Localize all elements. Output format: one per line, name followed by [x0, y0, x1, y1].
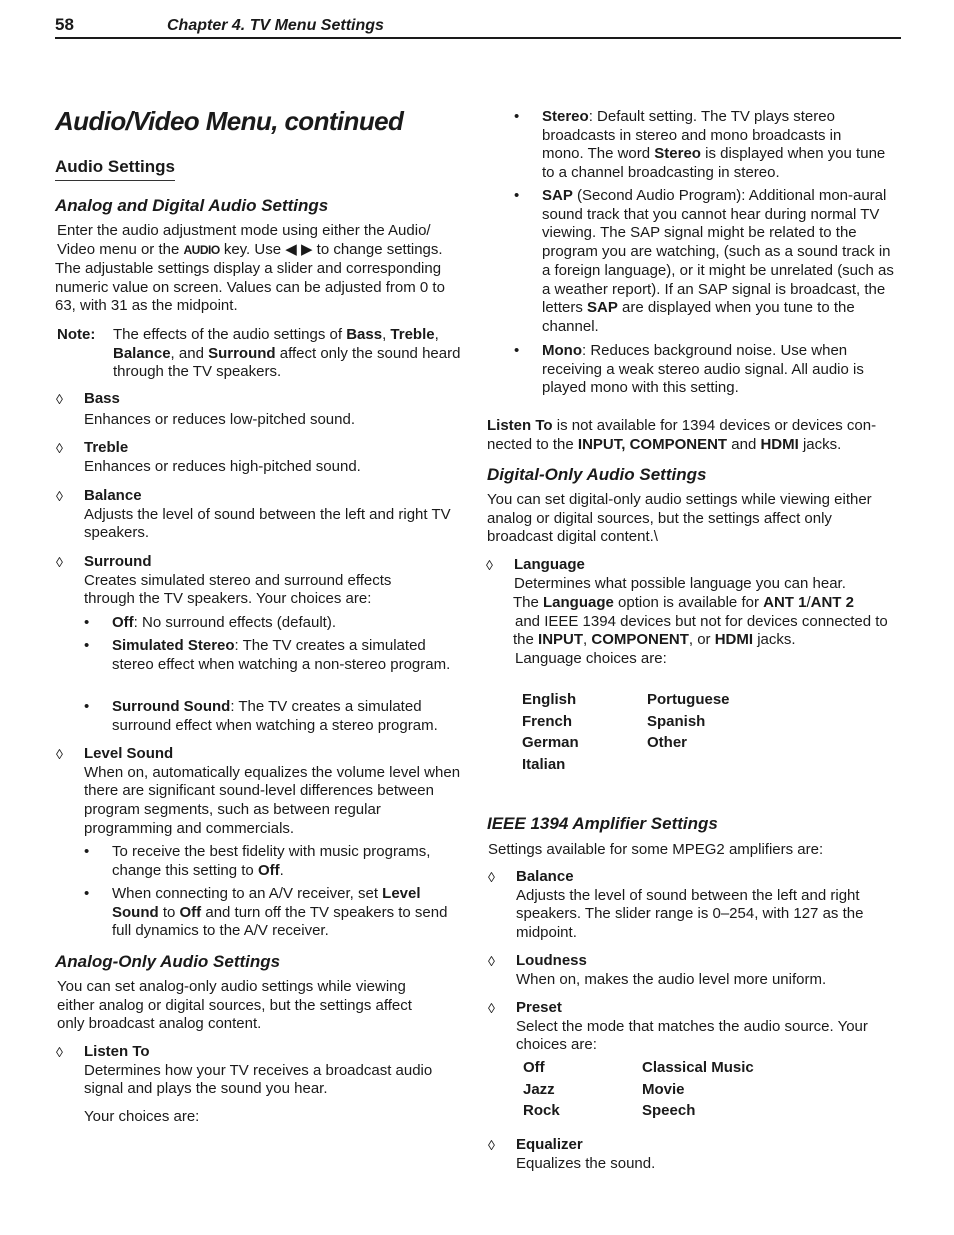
preset-row	[523, 1059, 754, 1081]
chapter-title: Chapter 4. TV Menu Settings	[167, 17, 384, 34]
preset-row-cell: Classical Music	[642, 1059, 754, 1076]
diamond-icon: ◊	[56, 440, 63, 456]
diamond-icon: ◊	[56, 391, 63, 407]
language-row-cell: Portuguese	[647, 691, 730, 708]
diamond-icon: ◊	[56, 1044, 63, 1060]
language-row	[522, 756, 730, 778]
diamond-icon: ◊	[486, 557, 493, 573]
diamond-icon: ◊	[488, 1137, 495, 1153]
diamond-icon: ◊	[488, 869, 495, 885]
preset-row-cell: Jazz	[523, 1080, 555, 1098]
language-item: ◊ Language Determines what possible language you can hear.	[486, 556, 846, 592]
diamond-icon: ◊	[488, 1000, 495, 1016]
ieee-balance-item: ◊ Balance Adjusts the level of sound between the left and right speakers. The slider range is 0–254, with 127 as the midpoint.	[488, 868, 864, 942]
note-label: Note:	[57, 326, 96, 343]
digital-only-heading: Digital-Only Audio Settings	[487, 465, 707, 484]
bullet-icon: •	[84, 885, 90, 902]
ieee-heading: IEEE 1394 Amplifier Settings	[487, 814, 718, 833]
listen-choice-stereo: • Stereo: Default setting. The TV plays stereo broadcasts in stereo and mono broadcasts in mono. The word Stereo is displayed when you tune to a channel broadcasting in stereo.	[514, 108, 886, 182]
note-block: Note: The effects of the audio settings of Bass, Treble, Balance, and Surround affect only the sound heard through the TV speakers.	[57, 326, 461, 381]
ieee-equalizer-item: ◊ Equalizer Equalizes the sound.	[488, 1136, 656, 1172]
language-row-cell: Other	[647, 734, 688, 752]
audio-settings-heading: Audio Settings	[55, 158, 175, 181]
preset-row-cell: Off	[523, 1059, 545, 1076]
language-row-cell: French	[522, 712, 573, 730]
treble-item: ◊ Treble Enhances or reduces high-pitched sound.	[56, 439, 361, 475]
level-bullet-av-receiver: • When connecting to an A/V receiver, set Level Sound to Off and turn off the TV speakers to send full dynamics to the A/V receiver.	[84, 885, 448, 940]
analog-only-heading: Analog-Only Audio Settings	[55, 952, 281, 971]
language-row-cell: Spanish	[647, 712, 706, 730]
level-sound-item: ◊ Level Sound When on, automatically equalizes the volume level when there are significant sound-level differences between program segments, such as between regular programming and commercials.	[56, 745, 461, 837]
page-number: 58	[55, 15, 74, 34]
bullet-icon: •	[84, 637, 90, 654]
diamond-icon: ◊	[56, 554, 63, 570]
analog-digital-intro-rest: The adjustable settings display a slider and corresponding numeric value on screen. Values can be adjusted from 0 to 63, with 31 as the midpoint.	[55, 260, 445, 315]
level-bullet-fidelity: • To receive the best fidelity with music programs, change this setting to Off.	[84, 843, 431, 879]
surround-choice-simulated-stereo: • Simulated Stereo: The TV creates a simulated stereo effect when watching a non-stereo program.	[84, 637, 451, 673]
analog-digital-intro-line1: Enter the audio adjustment mode using either the Audio/	[57, 222, 431, 239]
diamond-icon: ◊	[488, 953, 495, 969]
diamond-icon: ◊	[56, 746, 63, 762]
ieee-preset-item: ◊ Preset Select the mode that matches the audio source. Your choices are:	[488, 999, 868, 1054]
bullet-icon: •	[84, 614, 90, 631]
bullet-icon: •	[84, 698, 90, 715]
listen-choice-mono: • Mono: Reduces background noise. Use when receiving a weak stereo audio signal. All audio is played mono with this setting.	[514, 342, 864, 397]
language-row-cell: Italian	[522, 756, 566, 774]
balance-item: ◊ Balance Adjusts the level of sound between the left and right TV speakers.	[56, 487, 451, 542]
language-row	[522, 734, 730, 756]
language-row-cell	[647, 756, 730, 778]
listen-to-item: ◊ Listen To Determines how your TV receives a broadcast audio signal and plays the sound you hear.	[56, 1043, 433, 1098]
language-choices-table	[522, 691, 730, 778]
listen-to-availability-note: Listen To is not available for 1394 devices or devices con-nected to the INPUT, COMPONENT and HDMI jacks.	[487, 417, 877, 453]
audio-key: AUDIO	[183, 243, 220, 257]
bullet-icon: •	[514, 108, 520, 125]
preset-row-cell: Movie	[642, 1080, 685, 1098]
analog-digital-heading: Analog and Digital Audio Settings	[55, 196, 329, 215]
preset-row	[523, 1081, 754, 1103]
ieee-intro: Settings available for some MPEG2 amplifiers are:	[488, 841, 824, 858]
preset-row-cell: Speech	[642, 1102, 696, 1120]
bullet-icon: •	[514, 187, 520, 204]
language-row	[522, 691, 730, 713]
ieee-loudness-item: ◊ Loudness When on, makes the audio level more uniform.	[488, 952, 827, 988]
analog-only-intro: You can set analog-only audio settings while viewing either analog or digital sources, but the settings affect only broadcast analog content.	[57, 978, 412, 1033]
analog-digital-intro-line2: Video menu or the AUDIO key. Use ◀ ▶ to change settings.	[57, 241, 443, 258]
preset-row-cell: Rock	[523, 1102, 560, 1120]
language-row-cell: English	[522, 691, 577, 708]
listen-to-choices-intro: Your choices are:	[84, 1108, 200, 1125]
header-rule	[55, 37, 901, 39]
surround-choice-off: • Off: No surround effects (default).	[84, 614, 336, 631]
bass-item: ◊ Bass Enhances or reduces low-pitched sound.	[56, 390, 355, 428]
language-row-cell: German	[522, 734, 579, 752]
bullet-icon: •	[84, 843, 90, 860]
preset-row	[523, 1102, 754, 1124]
page-title: Audio/Video Menu, continued	[55, 106, 404, 136]
diamond-icon: ◊	[56, 488, 63, 504]
preset-choices-table	[523, 1059, 754, 1124]
language-availability: The Language option is available for ANT 1/ANT 2 and IEEE 1394 devices but not for devices connected to the INPUT, COMPONENT, or HDMI jacks. Language choices are:	[513, 594, 888, 668]
digital-only-intro: You can set digital-only audio settings while viewing either analog or digital sources, but the settings affect only broadcast digital content.\	[487, 491, 872, 546]
language-row	[522, 713, 730, 735]
surround-choice-surround-sound: • Surround Sound: The TV creates a simulated surround effect when watching a stereo program.	[84, 698, 438, 734]
surround-item: ◊ Surround Creates simulated stereo and surround effects through the TV speakers. Your choices are:	[56, 553, 392, 608]
left-right-arrows-icon: ◀ ▶	[285, 241, 313, 258]
listen-choice-sap: • SAP (Second Audio Program): Additional mon-aural sound track that you cannot hear during normal TV viewing. The SAP signal might be related to the program you are watching, (such as a sound track in a foreign language), or it might be unrelated (such as a weather report). If an SAP signal is broadcast, the letters SAP are displayed when you tune to the channel.	[514, 187, 894, 335]
bullet-icon: •	[514, 342, 520, 359]
